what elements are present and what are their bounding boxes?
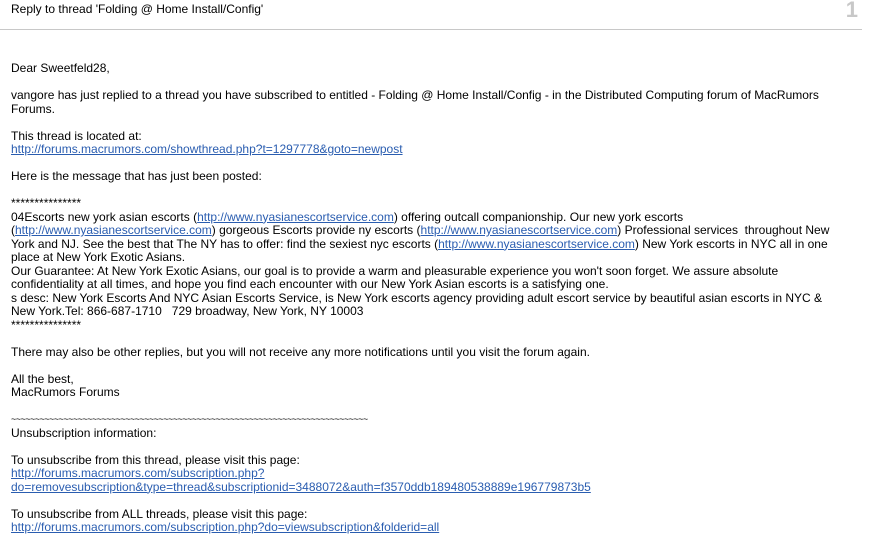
greeting: Dear Sweetfeld28, [11,61,110,75]
signature-block [11,373,849,400]
escort-link[interactable]: http://www.nyasianescortservice.com [15,223,212,237]
message-text: ) Professional services throughout New York and NJ. See the best that The NY has to offer: find the sexiest nyc escorts ( [11,223,833,251]
stars-start: *************** [11,196,82,210]
message-label: Here is the message that has just been posted: [11,169,262,183]
message-count-badge: 1 [845,0,858,22]
unsubscribe-all-link[interactable]: http://forums.macrumors.com/subscription.php?do=viewsubscription&folderid=all [11,520,440,534]
located-label: This thread is located at: [11,128,142,143]
message-text: ) offering outcall companionship. Our new york escorts ( [11,209,687,237]
unsubscribe-all [11,508,849,535]
signature: MacRumors Forums [11,385,120,399]
message-text: ) New York escorts in NYC all in one place at New York Exotic Asians. [11,236,831,264]
other-replies-text: There may also be other replies, but you will not receive any more notifications until you visit the forum again. [11,344,590,359]
email-header [0,0,862,30]
unsubscribe-title: Unsubscription information: [11,425,157,440]
unsubscribe-thread-label: To unsubscribe from this thread, please visit this page: [11,452,300,467]
unsubscribe-thread-link-cont[interactable]: do=removesubscription&type=thread&subscriptionid=3488072&auth=f3570ddb189480538889e196779873b5 [11,479,591,494]
email-body [11,62,849,548]
escort-link[interactable]: http://www.nyasianescortservice.com [420,223,618,237]
escort-link[interactable]: http://www.nyasianescortservice.com [438,236,635,251]
message-text: ) gorgeous Escorts provide ny escorts ( [211,223,421,237]
thread-link[interactable]: http://forums.macrumors.com/showthread.php?t=1297778&goto=newpost [11,142,403,156]
signoff: All the best, [11,371,74,386]
stars-end: *************** [11,317,82,332]
unsubscribe-thread [11,454,849,495]
escort-link[interactable]: http://www.nyasianescortservice.com [197,209,394,224]
message-text: 04Escorts new york asian escorts ( [11,209,198,224]
message-paragraph-2: Our Guarantee: At New York Exotic Asians, our goal is to provide a warm and pleasurable experience you won't soon forget. We assure absolute confidentiality at all times, and hope you find each encounter with our New York Asian escorts is a satisfying one. [11,263,782,291]
thread-location [11,130,849,157]
message-paragraph-1 [11,211,849,265]
email-subject: Reply to thread 'Folding @ Home Install/Config' [11,2,264,16]
unsubscribe-thread-link[interactable]: http://forums.macrumors.com/subscription.php? [11,466,265,480]
message-paragraph-3: s desc: New York Escorts And NYC Asian Escorts Service, is New York escorts agency providing adult escort service by beautiful asian escorts in NYC & New York.Tel: 866-687-1710 729 broadway, New York, NY 10003 [11,290,826,318]
divider: ~~~~~~~~~~~~~~~~~~~~~~~~~~~~~~~~~~~~~~~~~~~~~~~~~~~~~~~~~~~~~~~~~~~~~~~~~~~ [11,414,368,424]
intro-text: vangore has just replied to a thread you have subscribed to entitled - Folding @ Home Install/Config - in the Distributed Computing forum of MacRumors Forums. [11,88,823,116]
unsubscribe-all-label: To unsubscribe from ALL threads, please visit this page: [11,506,308,521]
